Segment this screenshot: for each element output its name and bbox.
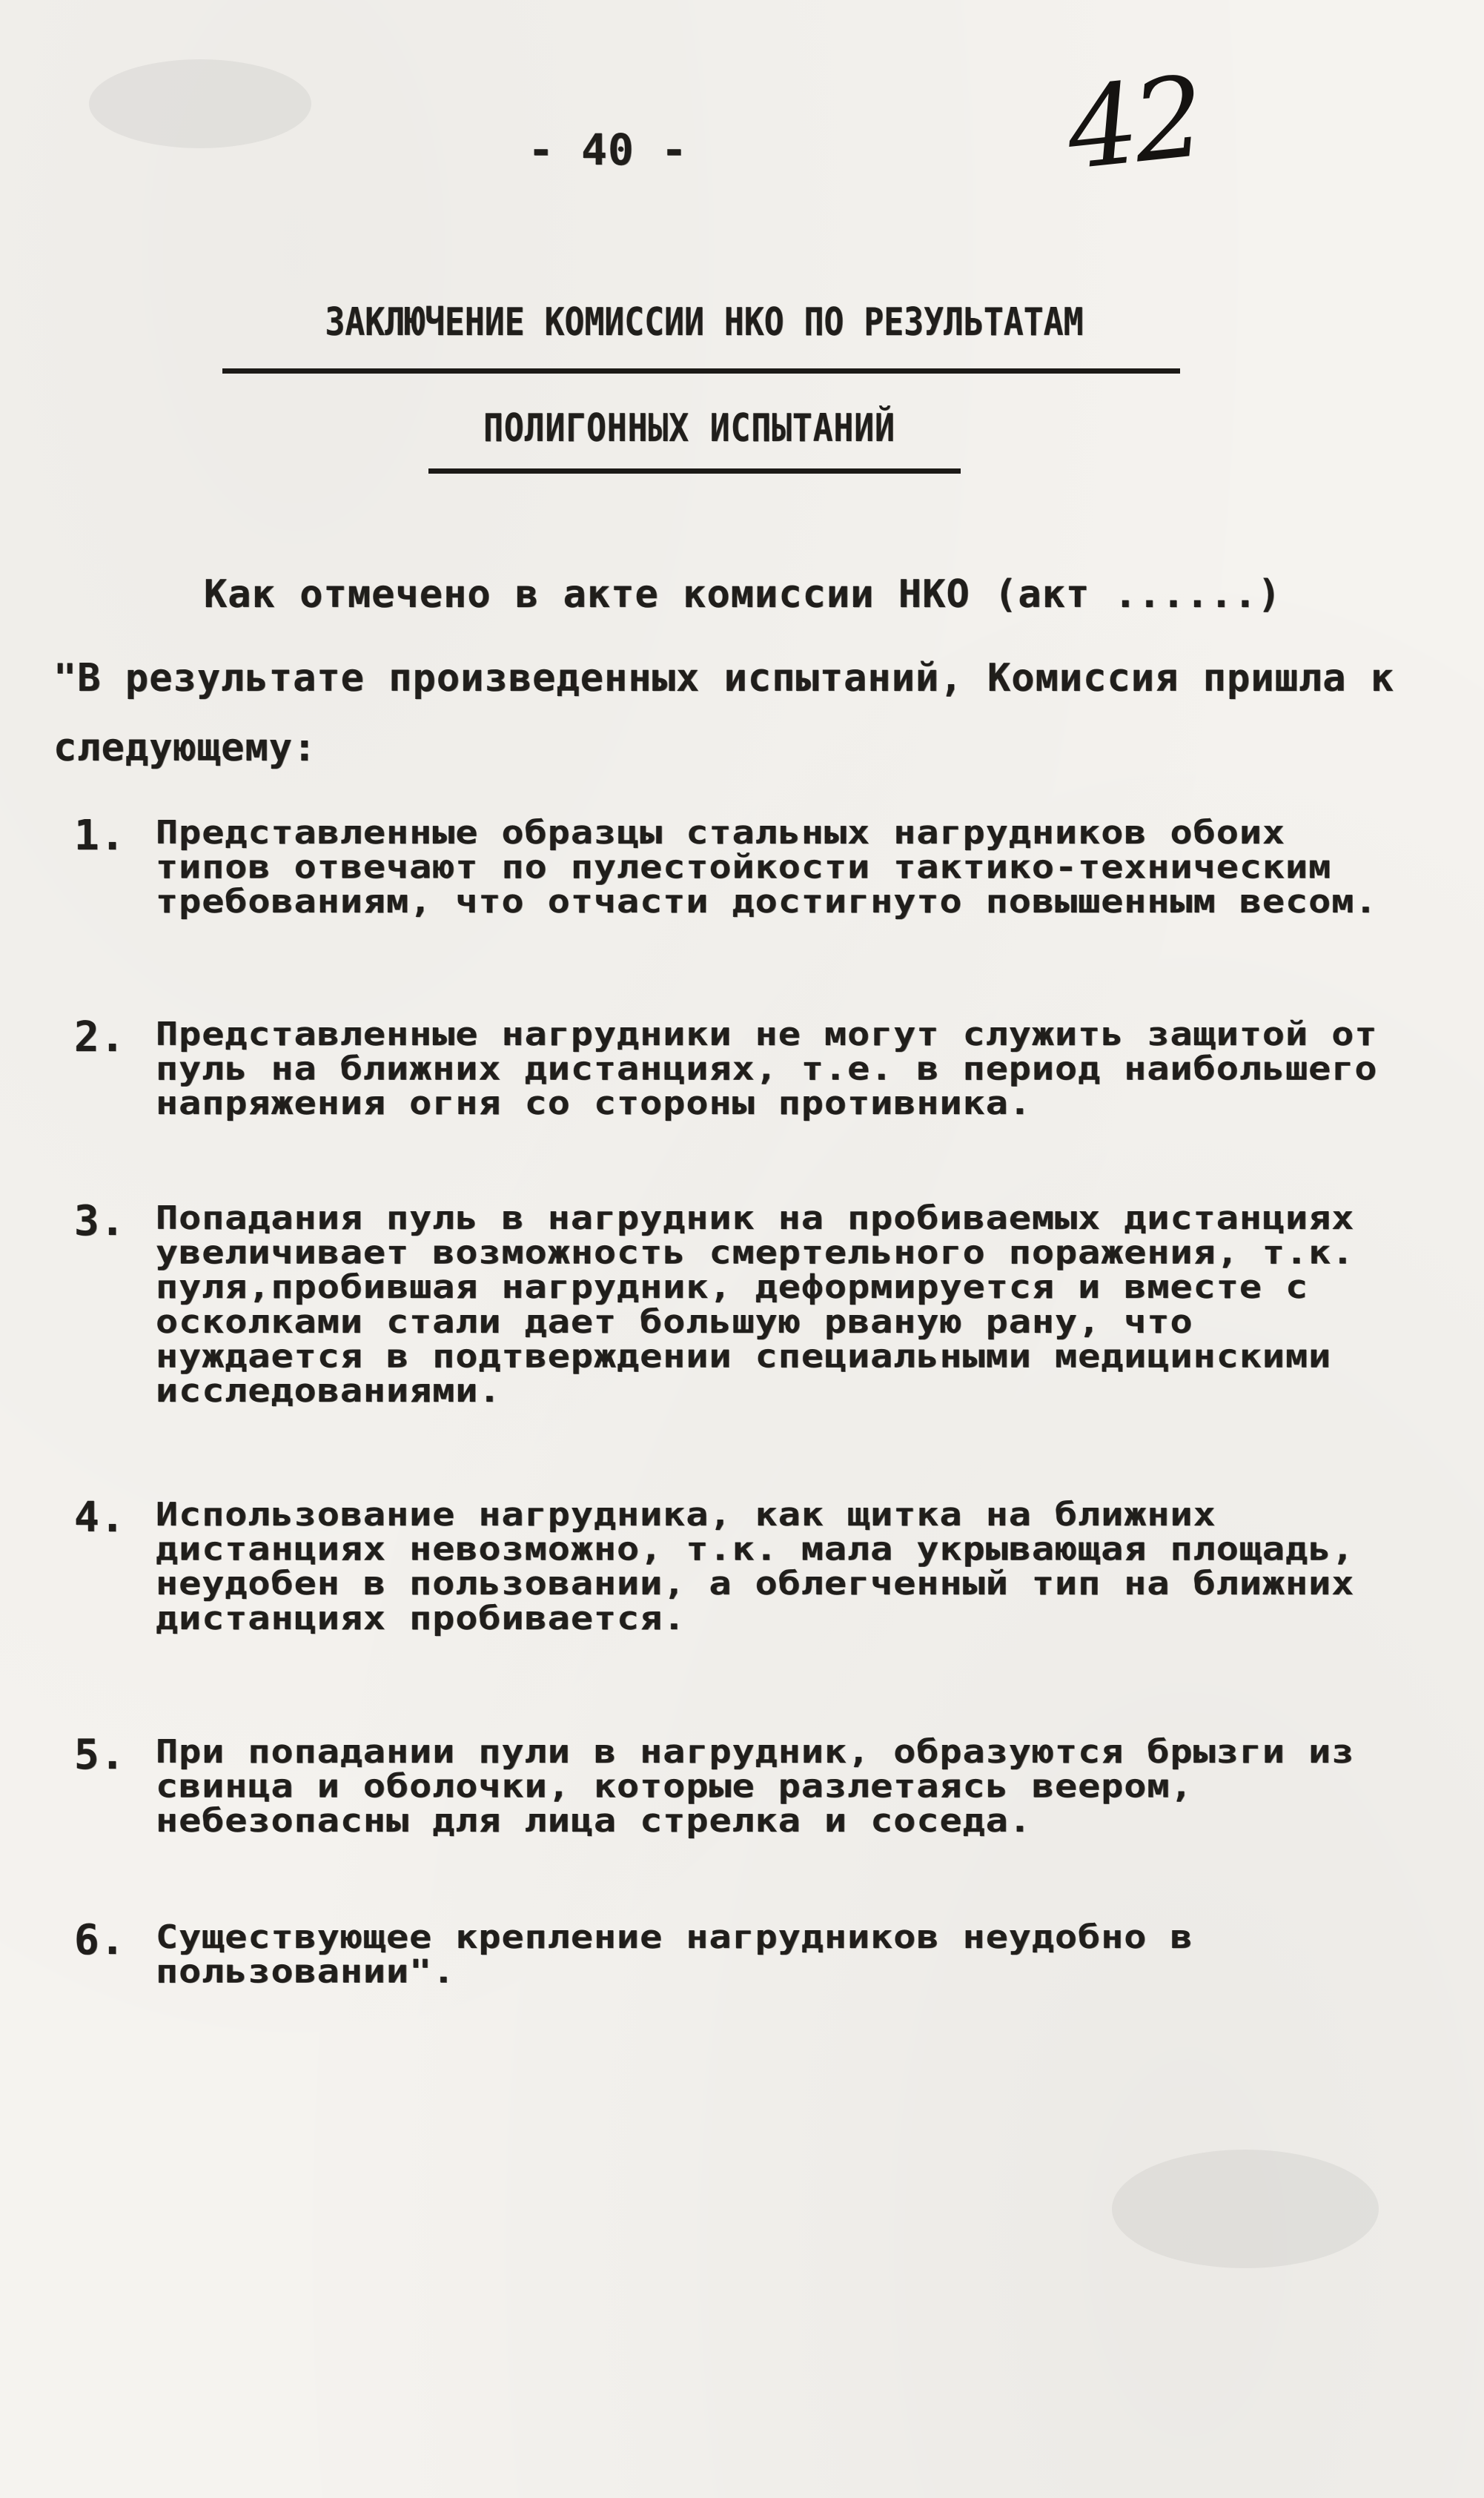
list-item-text: Попадания пуль в нагрудник на пробиваемых дистанциях увеличивает возможность смертельного поражения, т.к. пуля,пробившая нагрудник, деформируется и вместе с осколками стали дает большую рваную рану, что нуждается в подтверждении специальными медицинскими исследованиями. (156, 1199, 1355, 1410)
paper-smudge (1112, 2150, 1379, 2268)
intro-paragraph-quote: "В результате произведенных испытаний, Комиссия пришла к следующему: (53, 656, 1395, 770)
document-title-line-2: ПОЛИГОННЫХ ИСПЫТАНИЙ (483, 406, 895, 451)
list-item-text: При попадании пули в нагрудник, образуются брызги из свинца и оболочки, которые разлетаясь веером, небезопасны для лица стрелка и соседа. (156, 1732, 1355, 1840)
title-underline-1 (222, 368, 1180, 374)
list-item-number: 2. (74, 1013, 126, 1061)
handwritten-archive-number: 42 (1061, 53, 1207, 195)
list-item-text: Существующее крепление нагрудников неудобно в пользовании". (156, 1918, 1193, 1991)
list-item-text: Представленные нагрудники не могут служить защитой от пуль на ближних дистанциях, т.е. в период наибольшего напряжения огня со стороны противника. (156, 1015, 1378, 1122)
list-item-number: 4. (74, 1494, 126, 1542)
page-number: - 40 - (528, 125, 688, 175)
list-item-number: 5. (74, 1731, 126, 1779)
list-item-number: 6. (74, 1916, 126, 1964)
title-underline-2 (428, 468, 961, 474)
list-item-number: 3. (74, 1197, 126, 1245)
paper-smudge (89, 59, 311, 148)
document-title-line-1: ЗАКЛЮЧЕНИЕ КОМИССИИ НКО ПО РЕЗУЛЬТАТАМ (325, 300, 1084, 345)
list-item-text: Представленные образцы стальных нагрудников обоих типов отвечают по пулестойкости тактико-техническим требованиям, что отчасти достигнуто повышенным весом. (156, 813, 1378, 921)
list-item-text: Использование нагрудника, как щитка на ближних дистанциях невозможно, т.к. мала укрывающая площадь, неудобен в пользовании, а облегченный тип на ближних дистанциях пробивается. (156, 1495, 1355, 1637)
list-item-number: 1. (74, 812, 126, 860)
intro-paragraph-line-1: Как отмечено в акте комиссии НКО (акт ......) (204, 572, 1282, 617)
